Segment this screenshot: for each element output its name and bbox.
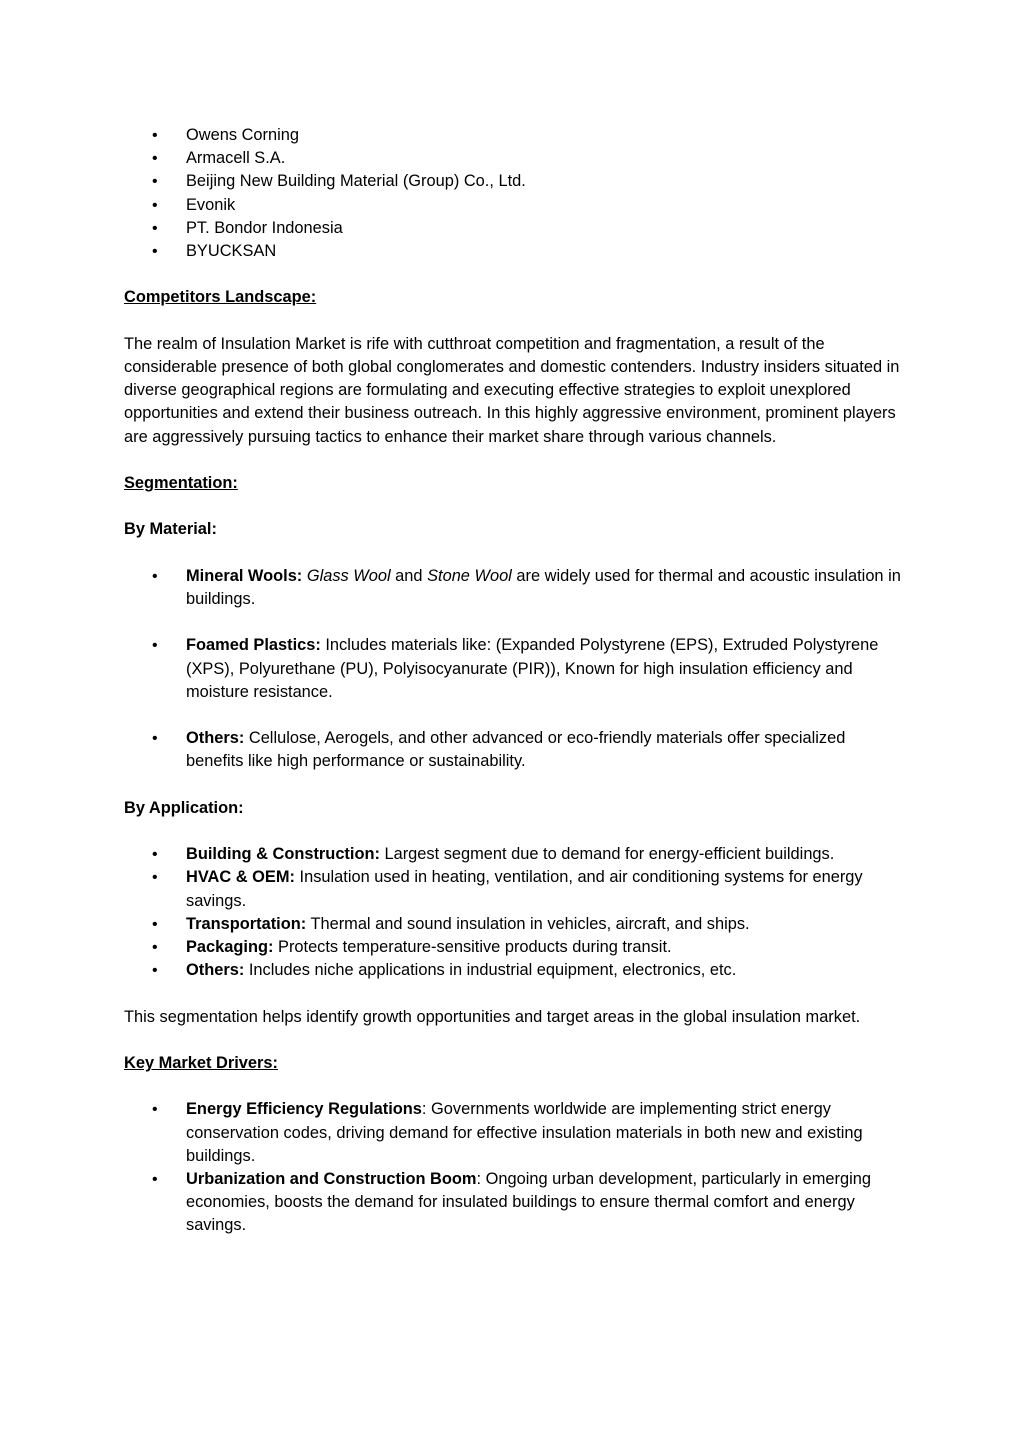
item-text: Includes materials like: (Expanded Polystyrene (EPS), Extruded Polystyrene (XPS), Polyurethane (PU), Polyisocyanurate (PIR)), Known for high insulation efficiency and moisture resistance. — [186, 636, 879, 701]
competitors-heading: Competitors Landscape: — [124, 288, 317, 307]
item-text: Protects temperature-sensitive products during transit. — [273, 937, 672, 956]
item-text: Cellulose, Aerogels, and other advanced or eco-friendly materials offer specialized benefits like high performance or sustainability. — [186, 729, 846, 771]
item-label: Others: — [186, 961, 245, 980]
item-text: Thermal and sound insulation in vehicles, aircraft, and ships. — [306, 914, 750, 933]
drivers-list — [124, 1098, 904, 1237]
item-text: are widely used for thermal and acoustic insulation in buildings. — [186, 566, 901, 608]
item-label: Energy Efficiency Regulations — [186, 1100, 422, 1119]
list-item: • Beijing New Building Material (Group) Co., Ltd. — [124, 170, 904, 193]
item-label: Transportation: — [186, 914, 307, 933]
list-item — [124, 1098, 904, 1168]
list-item — [124, 913, 904, 936]
list-item: • Owens Corning — [124, 124, 904, 147]
list-item — [124, 634, 904, 704]
item-text: Glass Wool — [306, 566, 391, 585]
drivers-heading: Key Market Drivers: — [124, 1053, 278, 1072]
item-text: Insulation used in heating, ventilation, and air conditioning systems for energy savings. — [186, 868, 863, 910]
item-label: Foamed Plastics: — [186, 636, 321, 655]
list-item — [124, 843, 904, 866]
by-application-heading: By Application: — [124, 798, 244, 817]
company-list — [124, 124, 904, 263]
material-list — [124, 565, 904, 611]
list-item — [124, 1168, 904, 1238]
item-label: HVAC & OEM: — [186, 868, 295, 887]
list-item — [124, 727, 904, 773]
item-label: Others: — [186, 729, 245, 748]
item-text: Includes niche applications in industrial equipment, electronics, etc. — [244, 961, 737, 980]
item-text: : Ongoing urban development, particularly in emerging economies, boosts the demand for insulated buildings to ensure thermal comfort and energy savings. — [186, 1169, 871, 1235]
list-item: • BYUCKSAN — [124, 240, 904, 263]
segmentation-heading: Segmentation: — [124, 474, 238, 492]
competitors-paragraph: The realm of Insulation Market is rife with cutthroat competition and fragmentation, a result of the considerable presence of both global conglomerates and domestic contenders. Industry insiders situated in diverse geographical regions are formulating and executing effective strategies to exploit unexplored opportunities and extend their business outreach. In this highly aggressive environment, prominent players are aggressively pursuing tactics to enhance their market share through various channels. — [124, 334, 900, 446]
list-item — [124, 866, 904, 912]
item-label: Mineral Wools: — [186, 566, 303, 585]
item-label: Building & Construction: — [186, 845, 380, 864]
item-text: and — [390, 566, 428, 585]
document-content — [124, 124, 904, 1238]
list-item — [124, 936, 904, 959]
list-item: • Armacell S.A. — [124, 147, 904, 170]
material-list — [124, 634, 904, 704]
item-text: Largest segment due to demand for energy-efficient buildings. — [379, 845, 835, 864]
item-text: Stone Wool — [427, 566, 512, 585]
by-material-heading: By Material: — [124, 520, 217, 539]
list-item: • PT. Bondor Indonesia — [124, 217, 904, 240]
material-list — [124, 727, 904, 773]
list-item — [124, 959, 904, 982]
item-label: Urbanization and Construction Boom — [186, 1169, 477, 1188]
list-item: • Evonik — [124, 194, 904, 217]
list-item — [124, 565, 904, 611]
application-list — [124, 843, 904, 982]
item-text: : Governments worldwide are implementing strict energy conservation codes, driving demand for effective insulation materials in both new and existing buildings. — [186, 1100, 863, 1165]
segmentation-summary: This segmentation helps identify growth opportunities and target areas in the global insulation market. — [124, 1007, 861, 1026]
item-label: Packaging: — [186, 937, 274, 956]
